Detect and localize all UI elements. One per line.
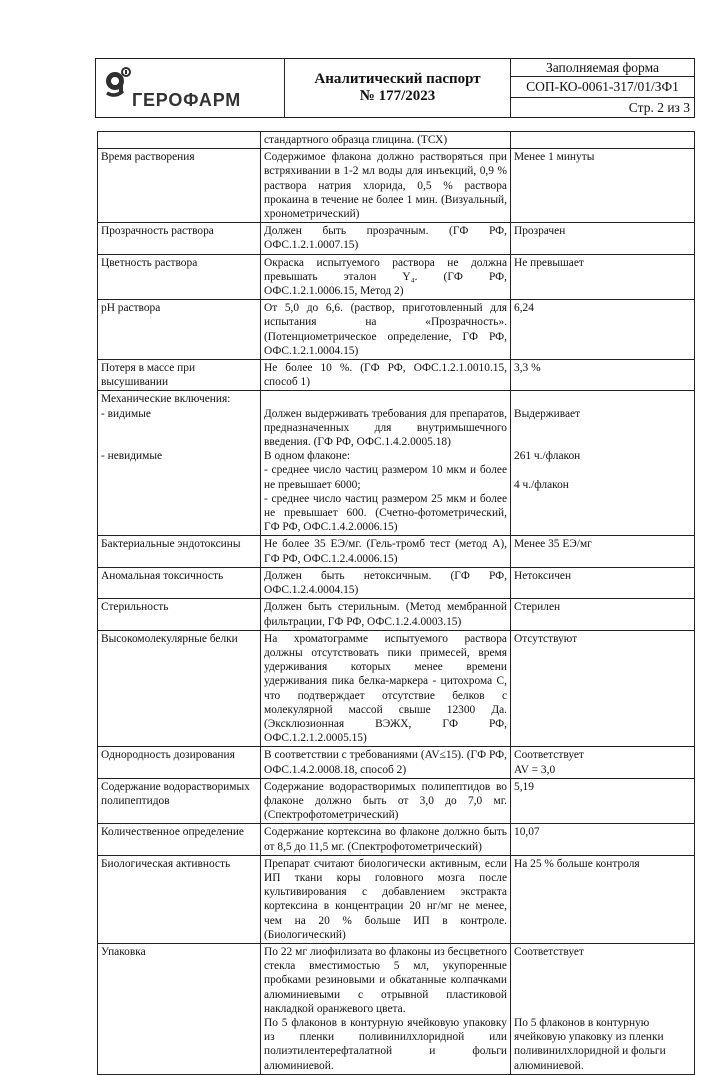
test-name-cell [98,824,261,855]
requirement-text: По 22 мг лиофилизата во флаконы из бесцветного стекла вместимостью 5 мл, укупоренные пробками резиновыми и обкатанные колпачками алюминиевыми с отрывной пластиковой накладкой оранжевого цвета. [264,945,507,1015]
requirement-cell [261,360,511,391]
requirement-text: Должен быть стерильным. (Метод мембранной фильтрации, ГФ РФ, ОФС.1.2.4.0003.15) [264,601,507,628]
requirement-text: В соответствии с требованиями (AV≤15). (ГФ РФ, ОФС.1.4.2.0008.18, способ 2) [264,749,507,776]
requirement-cell [261,747,511,778]
form-info [510,58,695,118]
result-cell [511,824,695,855]
requirement-text: - среднее число частиц размером 25 мкм и более не превышает 600. (Счетно-фотометрический, ГФ РФ, ОФС.1.4.2.0006.15) [264,492,507,534]
requirement-text: Содержание водорастворимых полипептидов во флаконе должно быть от 3,0 до 7,0 мг. (Спектрофотометрический) [264,780,507,822]
requirement-cell [261,132,511,149]
requirement-text: стандартного образца глицина. (ТСХ) [264,134,448,146]
requirement-cell [261,149,511,223]
table-row [98,599,695,630]
test-name-text: Время растворения [101,151,195,164]
result-text: 3,3 % [514,362,541,375]
result-cell [511,747,695,778]
result-text: Прозрачен [514,225,566,238]
requirement-cell [261,943,511,1074]
result-cell [511,360,695,391]
result-cell [511,300,695,360]
requirement-cell [261,778,511,824]
result-text: AV = 3,0 [514,763,556,776]
requirement-cell [261,599,511,630]
table-row [98,149,695,223]
result-cell [511,391,695,536]
page-indicator: Стр. 2 из 3 [628,100,690,115]
test-name-cell [98,855,261,943]
result-text [514,1002,691,1016]
document-title-line1: Аналитический паспорт [314,71,481,87]
table-row [98,300,695,360]
result-cell [511,132,695,149]
result-text: 6,24 [514,302,534,315]
requirement-text: В одном флаконе: [264,450,351,463]
document-title [285,58,510,118]
test-name-text: - невидимые [101,450,163,463]
test-name-cell [98,630,261,747]
analysis-table [97,131,695,1075]
result-text: Не превышает [514,256,584,269]
table-row [98,254,695,300]
requirement-text: На хроматограмме испытуемого раствора должны отсутствовать пики примесей, время удерживания которых менее времени удерживания пика белка-маркера - цитохрома С, что подтверждает отсутствие белков с молекулярной массой свыше 12300 Да. (Эксклюзионная ВЭЖХ, ГФ РФ, ОФС.1.2.1.2.0005.15) [264,632,507,745]
result-text: Стерилен [514,601,561,614]
test-name-text: pH раствора [101,302,161,315]
test-name-cell [98,778,261,824]
table-row [98,630,695,747]
test-name-cell [98,391,261,536]
result-text: 10,07 [514,826,540,839]
requirement-cell [261,254,511,300]
test-name-cell [98,536,261,567]
result-cell [511,855,695,943]
test-name-text: Однородность дозирования [101,749,235,762]
test-name-text: Упаковка [101,945,146,958]
result-text: 5,19 [514,780,534,793]
result-text: На 25 % больше контроля [514,857,640,870]
requirement-text: Содержание кортексина во флаконе должно быть от 8,5 до 11,5 мг. (Спектрофотометрический) [264,826,507,853]
result-text [514,421,691,435]
test-name-cell [98,599,261,630]
result-cell [511,536,695,567]
test-name-cell [98,132,261,149]
test-name-text: Цветность раствора [101,256,198,269]
requirement-cell [261,855,511,943]
document-header [95,58,695,122]
result-text: Выдерживает [514,407,581,420]
requirement-cell [261,536,511,567]
requirement-text: Препарат считают биологически активным, если ИП ткани коры головного мозга после культивирования с добавлением экстракта кортексина в концентрации 20 нг/мг не менее, чем на 20 % больше ИП в контроле. (Биологический) [264,857,507,941]
requirement-text: - среднее число частиц размером 10 мкм и более не превышает 6000; [264,464,507,491]
test-name-text: Механические включения: [101,393,231,406]
result-cell [511,223,695,254]
requirement-cell [261,391,511,536]
requirement-cell [261,567,511,598]
table-row [98,778,695,824]
form-code: СОП-КО-0061-317/01/ЗФ1 [511,77,694,98]
result-text: Отсутствуют [514,632,578,645]
requirement-text: Окраска испытуемого раствора не должна превышать эталон Y₄. (ГФ РФ, ОФС.1.2.1.0006.15, Метод 2) [264,256,507,298]
test-name-text: Прозрачность раствора [101,225,214,238]
result-text: Соответствует [514,945,584,958]
result-text [514,988,691,1002]
test-name-text: Стерильность [101,601,169,614]
test-name-text [101,435,257,449]
test-name-text [101,421,257,435]
table-row [98,223,695,254]
requirement-text: Не более 35 ЕЭ/мг. (Гель-тромб тест (метод А), ГФ РФ, ОФС.1.2.4.0006.15) [264,538,507,565]
requirement-text: Должен быть нетоксичным. (ГФ РФ, ОФС.1.2.4.0004.15) [264,569,507,597]
requirement-text: Содержимое флакона должно растворяться при встряхивании в 1-2 мл воды для инъекций, 0,9 % раствора натрия хлорида, 0,5 % раствора прокаина в течение не более 1 мин. (Визуальный, хронометрический) [264,151,507,221]
result-text [514,959,691,973]
requirement-cell [261,300,511,360]
table-row [98,943,695,1074]
test-name-cell [98,747,261,778]
requirement-text [264,392,507,406]
table-row [98,747,695,778]
table-row [98,567,695,598]
result-cell [511,149,695,223]
result-cell [511,778,695,824]
test-name-text: Высокомолекулярные белки [101,632,238,645]
result-text [514,392,691,406]
form-label: Заполняемая форма [511,59,694,77]
requirement-cell [261,824,511,855]
document-number: № 177/2023 [359,88,436,104]
result-text: 261 ч./флакон [514,450,581,463]
result-text: Менее 35 ЕЭ/мг [514,538,592,551]
table-row [98,360,695,391]
test-name-text: Бактериальные эндотоксины [101,538,241,551]
result-text: 4 ч./флакон [514,478,569,491]
test-name-text: Аномальная токсичность [101,569,224,582]
test-name-cell [98,943,261,1074]
result-text [514,973,691,987]
result-cell [511,599,695,630]
test-name-text: Биологическая активность [101,857,231,870]
table-row [98,391,695,536]
result-text: Соответствует [514,749,584,762]
requirement-text: Должен выдерживать требования для препаратов, предназначенных для внутримышечного введения. (ГФ РФ, ОФС.1.4.2.0005.18) [264,407,507,449]
result-cell [511,567,695,598]
result-cell [511,630,695,747]
test-name-text: Потеря в массе при высушивании [101,362,196,389]
requirement-text: Должен быть прозрачным. (ГФ РФ, ОФС.1.2.1.0007.15) [264,225,507,252]
requirement-text: От 5,0 до 6,6. (раствор, приготовленный для испытания на «Прозрачность». (Потенциометрическое определение, ГФ РФ, ОФС.1.2.1.0004.15) [264,302,507,357]
test-name-text: Содержание водорастворимых полипептидов [101,780,250,807]
table-row [98,824,695,855]
test-name-cell [98,300,261,360]
requirement-cell [261,630,511,747]
result-text [514,435,691,449]
test-name-text: - видимые [101,407,151,420]
test-name-cell [98,149,261,223]
test-name-cell [98,567,261,598]
result-cell [511,943,695,1074]
requirement-cell [261,223,511,254]
test-name-cell [98,223,261,254]
result-text: Нетоксичен [514,569,572,582]
result-text [514,463,691,477]
analysis-table-body [98,132,695,1075]
result-text: По 5 флаконов в контурную ячейковую упаковку из пленки поливинилхлоридной и фольги алюминиевой. [514,1016,666,1072]
test-name-cell [98,254,261,300]
requirement-text: По 5 флаконов в контурную ячейковую упаковку из пленки поливинилхлоридной или полиэтилентерефталатной и фольги алюминиевой. [264,1016,507,1072]
table-row [98,536,695,567]
requirement-text: Не более 10 %. (ГФ РФ, ОФС.1.2.1.0010.15, способ 1) [264,362,507,389]
table-row [98,132,695,149]
gerofarm-logo-icon [104,67,132,99]
company-name: ГЕРОФАРМ [132,90,242,110]
table-row [98,855,695,943]
test-name-text: Количественное определение [101,826,244,839]
result-cell [511,254,695,300]
test-name-cell [98,360,261,391]
logo-cell [95,58,285,118]
result-text: Менее 1 минуты [514,151,595,164]
